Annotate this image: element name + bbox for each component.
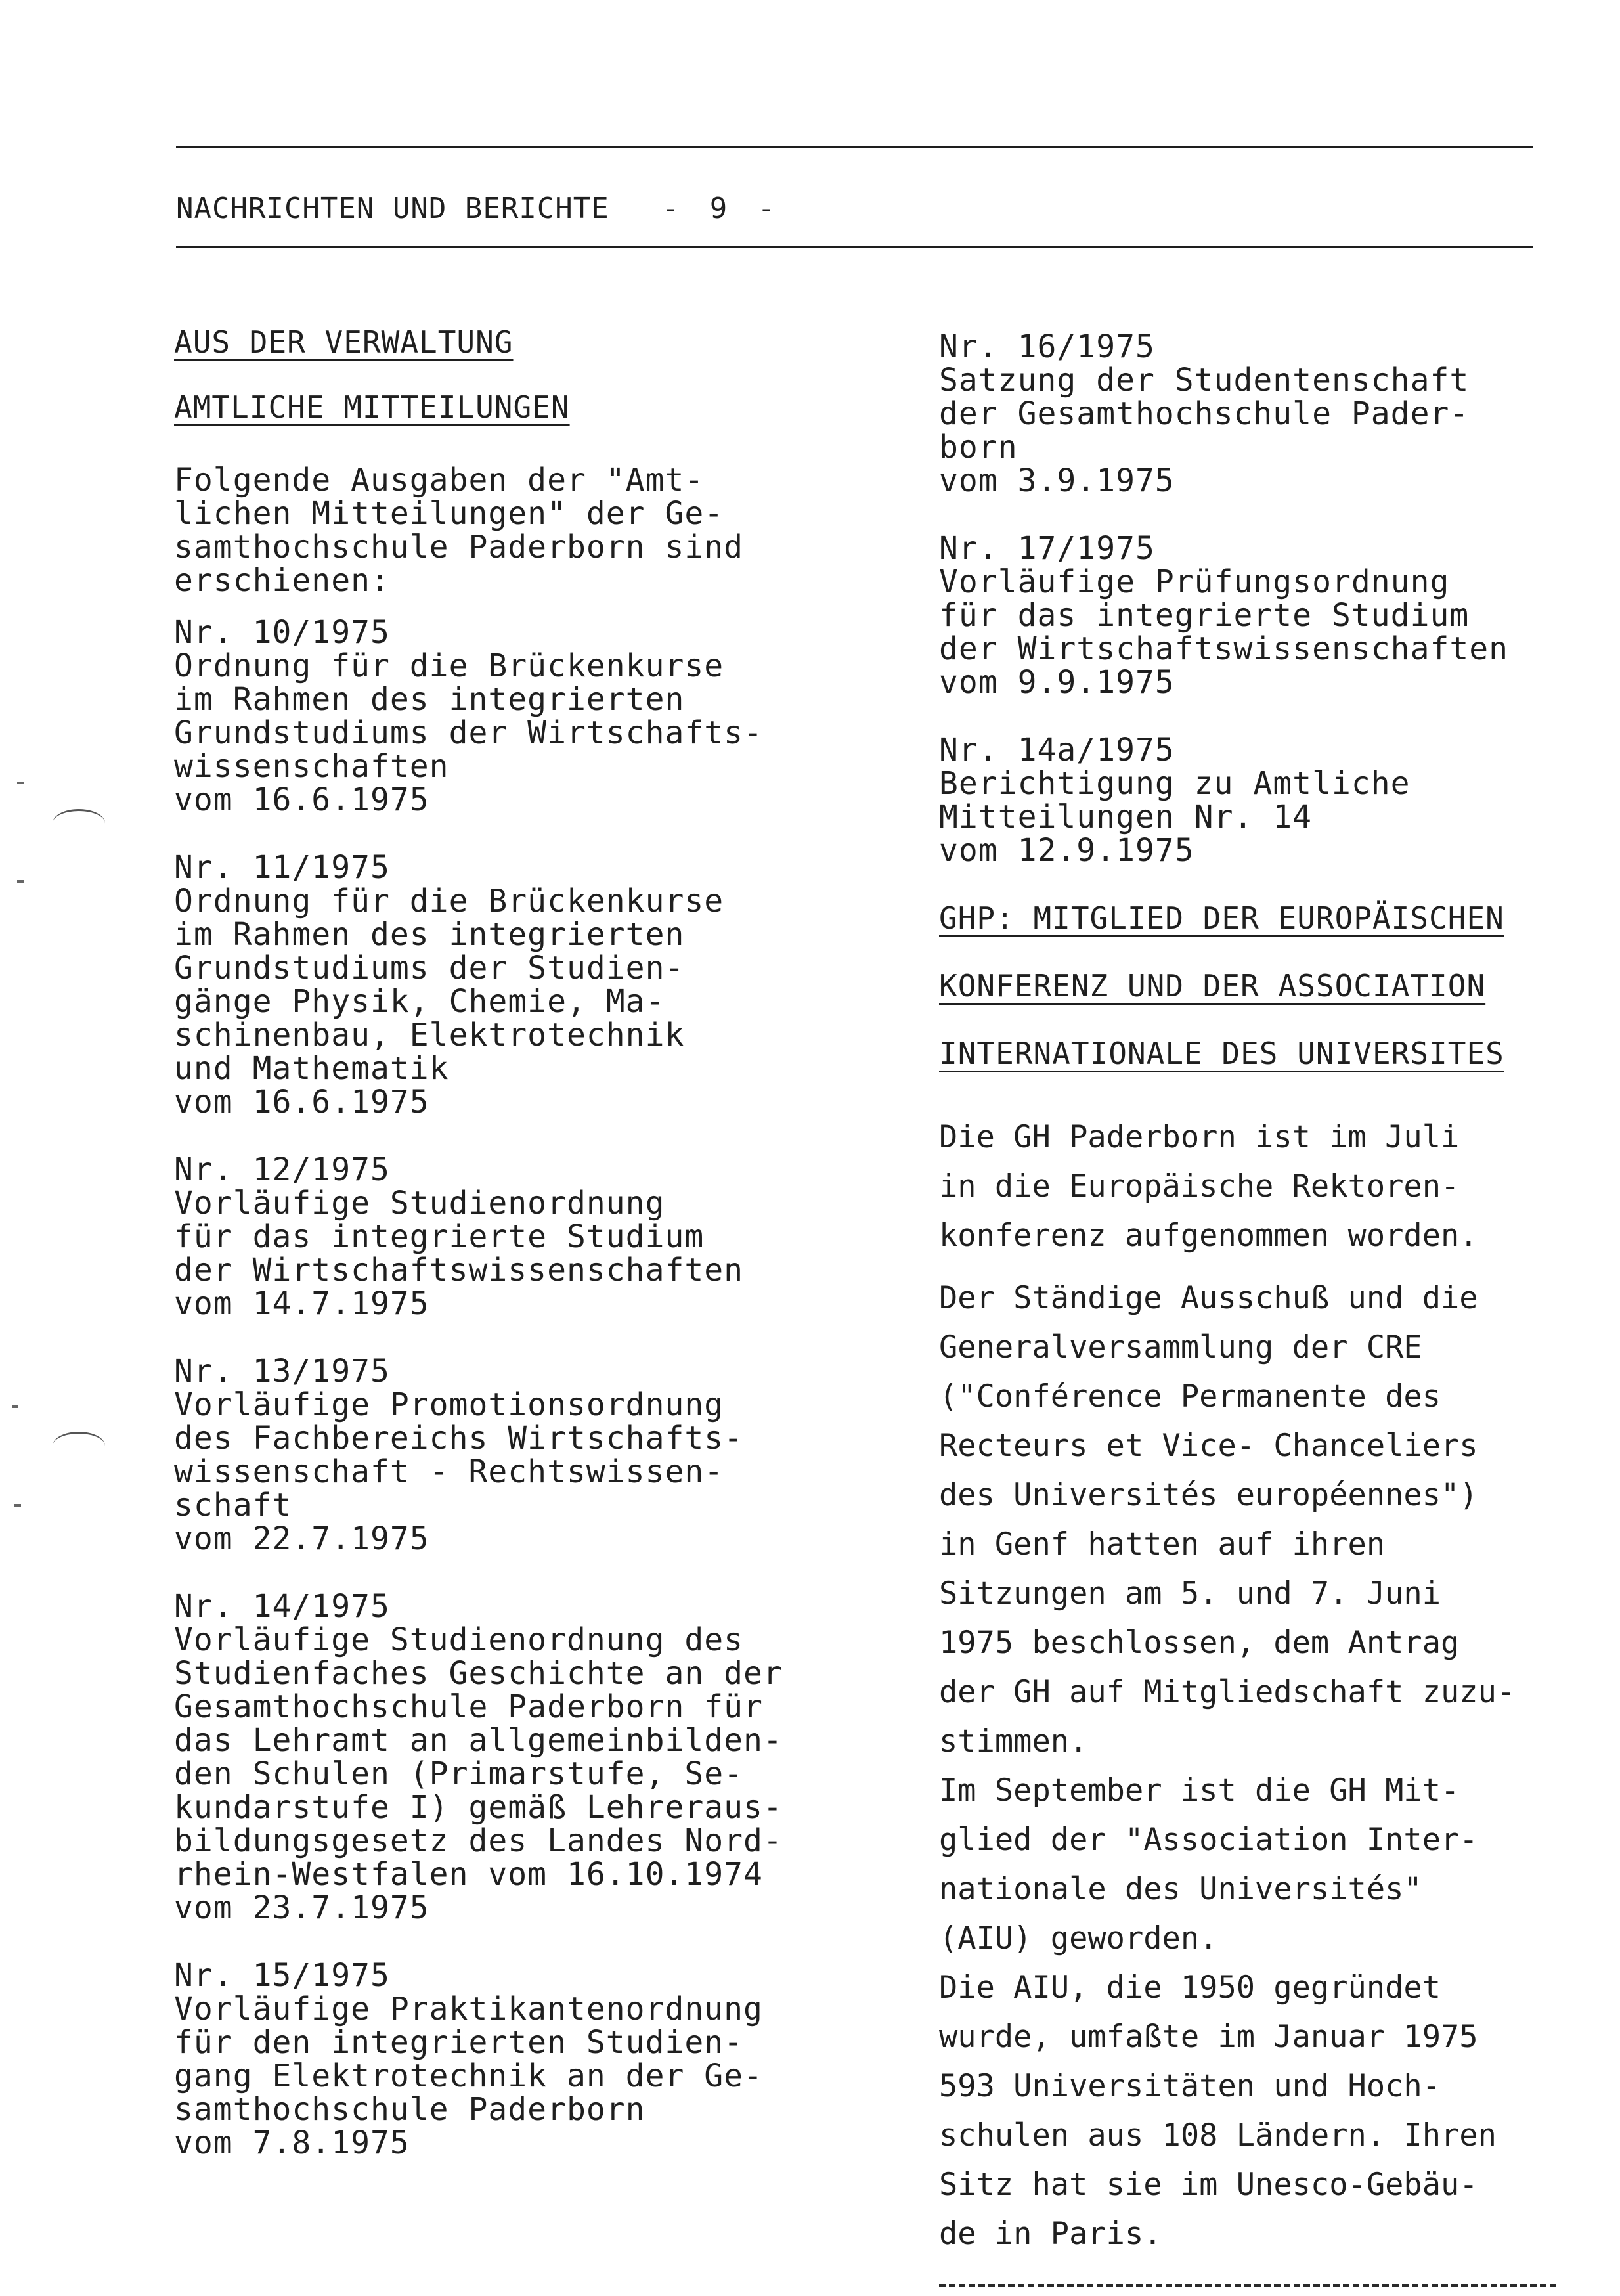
publication-entry (174, 616, 831, 817)
entry-line: Gesamthochschule Paderborn für (174, 1689, 763, 1725)
entry-line: vom 23.7.1975 (174, 1889, 429, 1926)
entry-line: für den integrierten Studien- (174, 2024, 744, 2061)
publication-entry (939, 330, 1556, 498)
entry-line: Vorläufige Prüfungsordnung (939, 563, 1450, 600)
entry-number: Nr. 11/1975 (174, 849, 390, 886)
intro-line: samthochschule Paderborn sind (174, 529, 744, 565)
entry-line: konferenz aufgenommen worden. (939, 1218, 1478, 1254)
publication-entry (939, 532, 1556, 699)
publication-list-right (939, 330, 1556, 868)
punch-hole-mark (53, 809, 105, 837)
entry-line: Studienfaches Geschichte an der (174, 1655, 783, 1692)
entry-line: Mitteilungen Nr. 14 (939, 799, 1313, 835)
entry-line: samthochschule Paderborn (174, 2091, 646, 2128)
entry-line: vom 22.7.1975 (174, 1520, 429, 1557)
news-heading-line: KONFERENZ UND DER ASSOCIATION (939, 968, 1486, 1004)
entry-line: schaft (174, 1487, 292, 1524)
entry-line: im Rahmen des integrierten (174, 681, 685, 718)
entry-line: der Wirtschaftswissenschaften (174, 1252, 744, 1289)
entry-line: Generalversammlung der CRE (939, 1329, 1422, 1365)
entry-number: Nr. 14a/1975 (939, 732, 1175, 768)
entry-number: Nr. 16/1975 (939, 328, 1155, 365)
entry-line: der Gesamthochschule Pader- (939, 395, 1470, 432)
entry-number: Die GH Paderborn ist im Juli (939, 1119, 1460, 1155)
entry-line: vom 16.6.1975 (174, 782, 429, 818)
entry-line: schinenbau, Elektrotechnik (174, 1017, 685, 1053)
entry-line: wurde, umfaßte im Januar 1975 (939, 2019, 1478, 2055)
entry-line: de in Paris. (939, 2216, 1162, 2252)
entry-number: Nr. 12/1975 (174, 1151, 390, 1188)
news-paragraph (939, 1273, 1556, 2259)
bottom-dashed-rule (939, 2284, 1556, 2287)
entry-line: Recteurs et Vice- Chanceliers (939, 1428, 1478, 1464)
entry-line: der Wirtschaftswissenschaften (939, 630, 1509, 667)
entry-line: das Lehramt an allgemeinbilden- (174, 1722, 783, 1759)
right-column (939, 330, 1556, 2272)
entry-line: Die AIU, die 1950 gegründet (939, 1970, 1441, 2006)
entry-line: 1975 beschlossen, dem Antrag (939, 1625, 1460, 1661)
margin-tick (12, 1405, 18, 1408)
entry-line: Sitzungen am 5. und 7. Juni (939, 1576, 1441, 1612)
entry-number: Nr. 10/1975 (174, 614, 390, 651)
entry-line: Grundstudiums der Wirtschafts- (174, 715, 763, 751)
entry-line: Satzung der Studentenschaft (939, 362, 1470, 399)
entry-line: 593 Universitäten und Hoch- (939, 2068, 1441, 2104)
publication-entry (174, 1355, 831, 1556)
news-heading-line: INTERNATIONALE DES UNIVERSITES (939, 1036, 1504, 1071)
publication-entry (174, 1153, 831, 1321)
entry-line: Berichtigung zu Amtliche (939, 765, 1411, 802)
entry-line: Vorläufige Promotionsordnung (174, 1386, 724, 1423)
entry-line: vom 16.6.1975 (174, 1084, 429, 1120)
entry-line: (AIU) geworden. (939, 1920, 1218, 1956)
header-bottom-rule (176, 246, 1533, 248)
intro-line: lichen Mitteilungen" der Ge- (174, 495, 724, 532)
entry-line: Sitz hat sie im Unesco-Gebäu- (939, 2167, 1478, 2203)
entry-line: vom 7.8.1975 (174, 2125, 410, 2161)
entry-line: kundarstufe I) gemäß Lehreraus- (174, 1789, 783, 1826)
entry-number: Nr. 17/1975 (939, 530, 1155, 567)
entry-line: nationale des Universités" (939, 1871, 1422, 1907)
entry-line: vom 9.9.1975 (939, 664, 1175, 701)
entry-line: vom 3.9.1975 (939, 462, 1175, 499)
entry-line: vom 12.9.1975 (939, 832, 1194, 869)
entry-line: gänge Physik, Chemie, Ma- (174, 983, 665, 1020)
news-paragraph (939, 1113, 1556, 1260)
entry-number: Nr. 13/1975 (174, 1353, 390, 1390)
entry-number: Der Ständige Ausschuß und die (939, 1280, 1478, 1316)
entry-line: Ordnung für die Brückenkurse (174, 648, 724, 684)
section-heading-verwaltung: AUS DER VERWALTUNG (174, 324, 514, 360)
news-heading-line: GHP: MITGLIED DER EUROPÄISCHEN (939, 900, 1504, 936)
intro-line: Folgende Ausgaben der "Amt- (174, 462, 705, 498)
publication-entry (939, 734, 1556, 868)
punch-hole-mark (53, 1432, 105, 1460)
entry-line: des Universités européennes") (939, 1477, 1478, 1513)
intro-line: erschienen: (174, 562, 390, 599)
section-heading-mitteilungen: AMTLICHE MITTEILUNGEN (174, 389, 570, 425)
intro-paragraph (174, 464, 831, 598)
entry-line: im Rahmen des integrierten (174, 916, 685, 953)
entry-line: glied der "Association Inter- (939, 1822, 1478, 1858)
entry-line: vom 14.7.1975 (174, 1285, 429, 1322)
entry-line: für das integrierte Studium (174, 1218, 705, 1255)
entry-number: Nr. 15/1975 (174, 1957, 390, 1994)
entry-line: wissenschaften (174, 748, 449, 785)
publication-entry (174, 851, 831, 1119)
entry-line: Ordnung für die Brückenkurse (174, 883, 724, 919)
entry-number: Nr. 14/1975 (174, 1588, 390, 1625)
entry-line: born (939, 429, 1018, 466)
section-title: NACHRICHTEN UND BERICHTE (176, 192, 609, 225)
entry-line: gang Elektrotechnik an der Ge- (174, 2058, 763, 2094)
left-column (174, 326, 831, 2194)
publication-list-left (174, 616, 831, 2160)
entry-line: in die Europäische Rektoren- (939, 1168, 1460, 1204)
header-top-rule (176, 146, 1533, 148)
entry-line: Vorläufige Studienordnung (174, 1185, 665, 1222)
entry-line: ("Conférence Permanente des (939, 1379, 1441, 1415)
entry-line: stimmen. (939, 1723, 1088, 1759)
page-header (176, 192, 1533, 225)
entry-line: wissenschaft - Rechtswissen- (174, 1453, 724, 1490)
publication-entry (174, 1590, 831, 1925)
news-body (939, 1113, 1556, 2259)
publication-entry (174, 1959, 831, 2160)
entry-line: Im September ist die GH Mit- (939, 1773, 1460, 1809)
entry-line: Grundstudiums der Studien- (174, 950, 685, 986)
entry-line: in Genf hatten auf ihren (939, 1526, 1386, 1562)
news-heading-block (939, 902, 1556, 1071)
entry-line: der GH auf Mitgliedschaft zuzu- (939, 1674, 1516, 1710)
entry-line: Vorläufige Praktikantenordnung (174, 1991, 763, 2027)
entry-line: bildungsgesetz des Landes Nord- (174, 1822, 783, 1859)
entry-line: schulen aus 108 Ländern. Ihren (939, 2117, 1497, 2153)
entry-line: für das integrierte Studium (939, 597, 1470, 634)
entry-line: und Mathematik (174, 1050, 449, 1087)
entry-line: Vorläufige Studienordnung des (174, 1622, 744, 1658)
entry-line: des Fachbereichs Wirtschafts- (174, 1420, 744, 1457)
entry-line: den Schulen (Primarstufe, Se- (174, 1755, 744, 1792)
page-number: - 9 - (661, 192, 782, 225)
entry-line: rhein-Westfalen vom 16.10.1974 (174, 1856, 763, 1893)
margin-tick (17, 880, 24, 883)
margin-tick (17, 782, 24, 784)
margin-tick (14, 1504, 21, 1507)
